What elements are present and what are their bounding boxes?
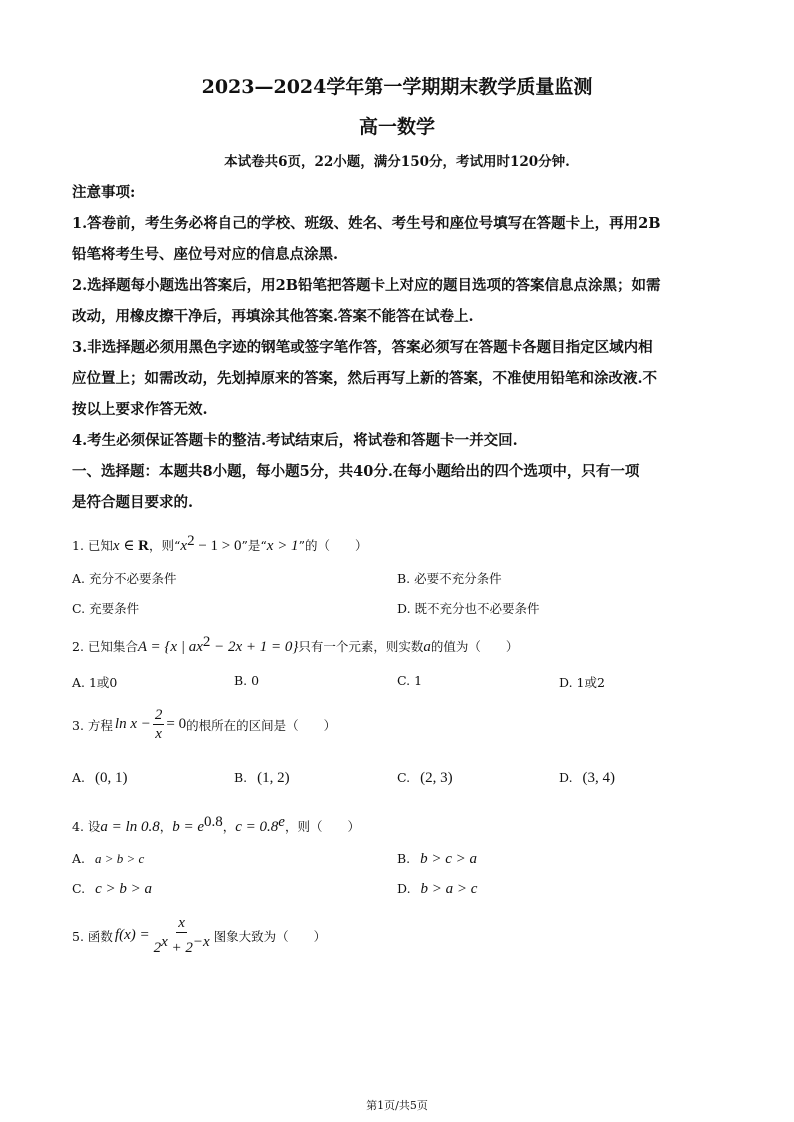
question-2-option-c[interactable]: C. 1 <box>397 673 423 688</box>
q2-text-a: 2. 已知集合 <box>72 639 138 655</box>
q3-fraction-denominator: x <box>155 726 162 742</box>
q4-option-a-value: a > b > c <box>95 851 145 866</box>
q3-option-d-label: D. <box>559 770 573 785</box>
q2-math-set: A = {x | ax <box>137 639 203 656</box>
q4-text-a: 4. 设 <box>72 819 101 835</box>
q1-math-a: x ∈ <box>112 538 139 555</box>
q2-math-set-exp: 2 <box>202 634 211 650</box>
q3-option-b-label: B. <box>234 770 248 785</box>
q2-math-a: a <box>423 639 431 656</box>
question-4-stem <box>72 814 360 836</box>
question-3-option-a[interactable] <box>72 770 128 787</box>
q4-option-c-value: c > b > a <box>95 881 152 897</box>
question-4-option-c[interactable] <box>72 881 152 898</box>
q3-option-a-value: (0, 1) <box>95 770 128 786</box>
q3-fraction-numerator: 2 <box>154 707 163 723</box>
q5-fraction-denominator <box>152 933 212 957</box>
q4-option-c-label: C. <box>72 881 86 896</box>
section-1-line-1: 一、选择题：本题共8小题，每小题5分，共40分.在每小题给出的四个选项中，只有一项 <box>72 463 640 480</box>
q5-math-f: f(x) = <box>114 927 150 943</box>
exam-info: 本试卷共6页，22小题，满分150分，考试用时120分钟. <box>224 154 570 170</box>
q3-text-b: 的根所在的区间是（ ） <box>186 717 337 733</box>
q3-option-b-value: (1, 2) <box>257 770 290 786</box>
q4-text-d: ，则（ ） <box>284 819 360 835</box>
note-4: 4.考生必须保证答题卡的整洁.考试结束后，将试卷和答题卡一并交回. <box>72 432 518 449</box>
question-3-stem <box>72 706 336 743</box>
q3-option-c-value: (2, 3) <box>420 770 453 786</box>
question-4-option-b[interactable] <box>397 851 477 868</box>
question-4-option-d[interactable] <box>397 881 477 898</box>
q3-math-ln: ln x − <box>114 716 151 732</box>
question-1-stem <box>72 533 367 555</box>
note-2-line-2: 改动，用橡皮擦干净后，再填涂其他答案.答案不能答在试卷上. <box>72 308 474 325</box>
q5-fraction-numerator: x <box>178 915 185 931</box>
q1-text-a: 1. 已知 <box>72 538 113 554</box>
subject-title: 高一数学 <box>358 116 435 138</box>
q1-math-b-rest: − 1 > 0 <box>194 538 242 555</box>
q1-math-c: x > 1 <box>266 538 299 555</box>
q4-math-c-exp: e <box>278 814 285 830</box>
q1-text-c: ”是“ <box>241 538 267 554</box>
q5-text-a: 5. 函数 <box>72 928 113 944</box>
q4-math-a: a = ln 0.8 <box>100 819 160 836</box>
q5-text-b: 图象大致为（ ） <box>213 928 327 944</box>
q3-option-c-label: C. <box>397 770 411 785</box>
q1-math-real-set: R <box>138 538 150 555</box>
q1-math-b: x <box>180 538 188 555</box>
question-1-option-b[interactable]: B. 必要不充分条件 <box>397 571 502 586</box>
question-3-option-c[interactable] <box>397 770 453 787</box>
question-2-stem <box>72 634 518 656</box>
q5-den-exp-1: x <box>161 934 168 950</box>
q3-option-d-value: (3, 4) <box>582 770 616 786</box>
q2-math-set-rest: − 2x + 1 = 0} <box>210 639 299 656</box>
q4-option-b-value: b > c > a <box>420 851 478 867</box>
page-number: 第1页/共5页 <box>366 1099 428 1112</box>
q1-text-d: ”的（ ） <box>298 538 368 554</box>
q4-option-d-label: D. <box>397 881 411 896</box>
q5-fraction <box>152 914 212 957</box>
q4-text-c: ， <box>222 819 236 835</box>
q5-den-base-2: + 2 <box>167 940 193 956</box>
q4-text-b: ， <box>159 819 173 835</box>
note-3-line-3: 按以上要求作答无效. <box>72 401 208 418</box>
q1-math-b-exp: 2 <box>187 533 195 549</box>
q4-math-b-exp: 0.8 <box>204 814 223 830</box>
question-2-option-d[interactable]: D. 1或2 <box>559 675 605 690</box>
section-1-line-2: 是符合题目要求的. <box>72 494 194 511</box>
question-3-option-d[interactable] <box>559 770 615 787</box>
q4-math-b: b = e <box>172 819 204 836</box>
exam-title: 2023—2024学年第一学期期末教学质量监测 <box>201 76 593 98</box>
q2-text-c: 的值为（ ） <box>430 639 519 655</box>
note-3-line-2: 应位置上；如需改动，先划掉原来的答案，然后再写上新的答案，不准使用铅笔和涂改液.不 <box>72 370 658 387</box>
note-3-line-1: 3.非选择题必须用黑色字迹的钢笔或签字笔作答，答案必须写在答题卡各题目指定区域内相 <box>72 339 653 356</box>
note-1-line-2: 铅笔将考生号、座位号对应的信息点涂黑. <box>72 246 339 263</box>
question-5-stem <box>72 914 326 957</box>
q4-math-c: c = 0.8 <box>235 819 279 836</box>
q4-option-b-label: B. <box>397 851 411 866</box>
q3-option-a-label: A. <box>72 770 86 785</box>
q5-den-base-1: 2 <box>153 940 162 956</box>
question-2-option-b[interactable]: B. 0 <box>234 673 260 688</box>
question-1-option-c[interactable]: C. 充要条件 <box>72 601 140 616</box>
note-1-line-1: 1.答卷前，考生务必将自己的学校、班级、姓名、考生号和座位号填写在答题卡上，再用2B <box>72 215 661 232</box>
notes-heading: 注意事项: <box>72 184 136 201</box>
question-2-option-a[interactable]: A. 1或0 <box>72 675 118 690</box>
question-1-option-d[interactable]: D. 既不充分也不必要条件 <box>397 601 540 616</box>
question-4-option-a[interactable] <box>72 851 144 867</box>
question-1-option-a[interactable]: A. 充分不必要条件 <box>72 571 177 586</box>
q5-den-exp-2: −x <box>192 934 210 950</box>
q1-text-b: ，则“ <box>149 538 181 554</box>
q2-text-b: 只有一个元素，则实数 <box>298 639 424 655</box>
note-2-line-1: 2.选择题每小题选出答案后，用2B铅笔把答题卡上对应的题目选项的答案信息点涂黑；如需 <box>72 277 661 294</box>
q3-text-a: 3. 方程 <box>72 717 113 733</box>
q3-math-eq: = 0 <box>166 716 187 732</box>
question-3-option-b[interactable] <box>234 770 290 787</box>
q4-option-d-value: b > a > c <box>420 881 478 897</box>
q4-option-a-label: A. <box>72 851 86 866</box>
q3-fraction <box>153 706 165 743</box>
